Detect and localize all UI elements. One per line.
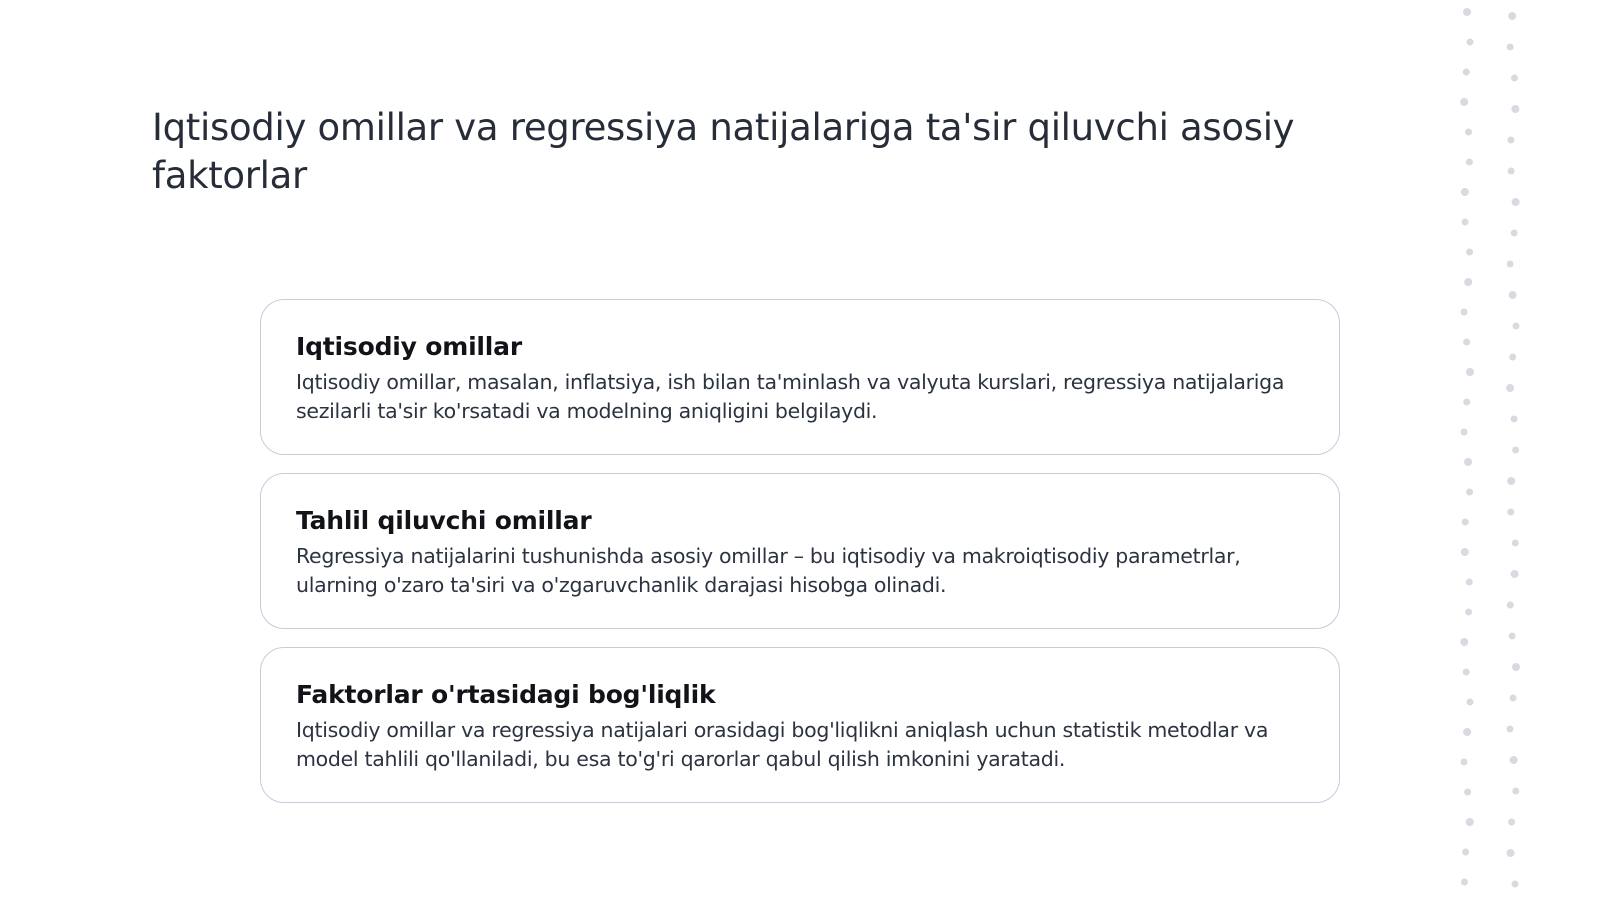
decorative-dot	[1464, 789, 1471, 796]
decorative-dot	[1512, 447, 1519, 454]
decorative-dot	[1463, 8, 1471, 16]
decorative-dot	[1508, 12, 1516, 20]
decorative-dot	[1508, 168, 1515, 175]
decorative-dot	[1466, 579, 1473, 586]
slide-title: Iqtisodiy omillar va regressiya natijalariga ta'sir qiluvchi asosiy faktorlar	[152, 106, 1295, 197]
decorative-dot	[1509, 633, 1516, 640]
decorative-dot	[1511, 230, 1518, 237]
decorative-dot	[1508, 819, 1515, 826]
decorative-dot-pattern	[1455, 0, 1555, 899]
decorative-dot	[1507, 477, 1515, 485]
decorative-dot	[1461, 759, 1468, 766]
decorative-dot	[1509, 354, 1516, 361]
card-economic-factors	[260, 299, 1340, 455]
decorative-dot	[1465, 609, 1472, 616]
card-heading: Iqtisodiy omillar	[296, 332, 522, 361]
decorative-dot	[1507, 44, 1514, 51]
card-heading: Faktorlar o'rtasidagi bog'liqlik	[296, 680, 716, 709]
decorative-dot	[1510, 695, 1517, 702]
decorative-dot	[1462, 219, 1469, 226]
decorative-dot	[1460, 638, 1468, 646]
decorative-dot	[1511, 416, 1518, 423]
decorative-dot	[1462, 519, 1469, 526]
decorative-dot	[1465, 129, 1472, 136]
decorative-dot	[1511, 75, 1518, 82]
card-analytical-factors	[260, 473, 1340, 629]
decorative-dot	[1466, 368, 1474, 376]
card-text: Iqtisodiy omillar, masalan, inflatsiya, ish bilan ta'minlash va valyuta kurslari, regressiya natijalariga sezilarli ta'sir ko'rsatadi va modelning aniqligini belgilaydi.	[296, 370, 1285, 423]
decorative-dot	[1511, 570, 1519, 578]
decorative-dot	[1466, 489, 1473, 496]
decorative-dot	[1462, 849, 1469, 856]
decorative-dot	[1510, 756, 1518, 764]
decorative-dot	[1467, 699, 1474, 706]
decorative-dot	[1507, 602, 1514, 609]
decorative-dot	[1461, 188, 1469, 196]
decorative-dot	[1463, 399, 1470, 406]
decorative-dot	[1461, 309, 1468, 316]
decorative-dot	[1511, 105, 1519, 113]
decorative-dot	[1463, 669, 1470, 676]
card-text: Iqtisodiy omillar va regressiya natijalari orasidagi bog'liqlikni aniqlash uchun statistik metodlar va model tahlili qo'llaniladi, bu esa to'g'ri qarorlar qabul qilish imkonini yaratadi.	[296, 718, 1269, 771]
decorative-dot	[1466, 249, 1473, 256]
decorative-dot	[1463, 728, 1471, 736]
decorative-dot	[1506, 384, 1514, 392]
decorative-dot	[1512, 881, 1519, 888]
decorative-dot	[1507, 137, 1514, 144]
decorative-dot	[1512, 663, 1520, 671]
decorative-dot	[1512, 788, 1519, 795]
decorative-dot	[1509, 291, 1517, 299]
decorative-dot	[1466, 159, 1473, 166]
decorative-dot	[1461, 548, 1469, 556]
decorative-dot	[1463, 339, 1470, 346]
decorative-dot	[1463, 69, 1470, 76]
decorative-dot	[1512, 540, 1519, 547]
decorative-dot	[1464, 278, 1472, 286]
card-factor-relationship	[260, 647, 1340, 803]
decorative-dot	[1461, 879, 1468, 886]
card-text: Regressiya natijalarini tushunishda asosiy omillar – bu iqtisodiy va makroiqtisodiy parametrlar, ularning o'zaro ta'siri va o'zgaruvchanlik darajasi hisobga olinadi.	[296, 544, 1241, 597]
decorative-dot	[1507, 509, 1514, 516]
card-heading: Tahlil qiluvchi omillar	[296, 506, 592, 535]
decorative-dot	[1466, 818, 1474, 826]
decorative-dot	[1464, 458, 1472, 466]
decorative-dot	[1512, 198, 1520, 206]
decorative-dot	[1507, 726, 1514, 733]
decorative-dot	[1513, 323, 1520, 330]
decorative-dot	[1507, 849, 1515, 857]
card-list	[260, 299, 1340, 821]
decorative-dot	[1507, 261, 1514, 268]
decorative-dot	[1460, 98, 1468, 106]
decorative-dot	[1461, 429, 1468, 436]
decorative-dot	[1467, 39, 1474, 46]
